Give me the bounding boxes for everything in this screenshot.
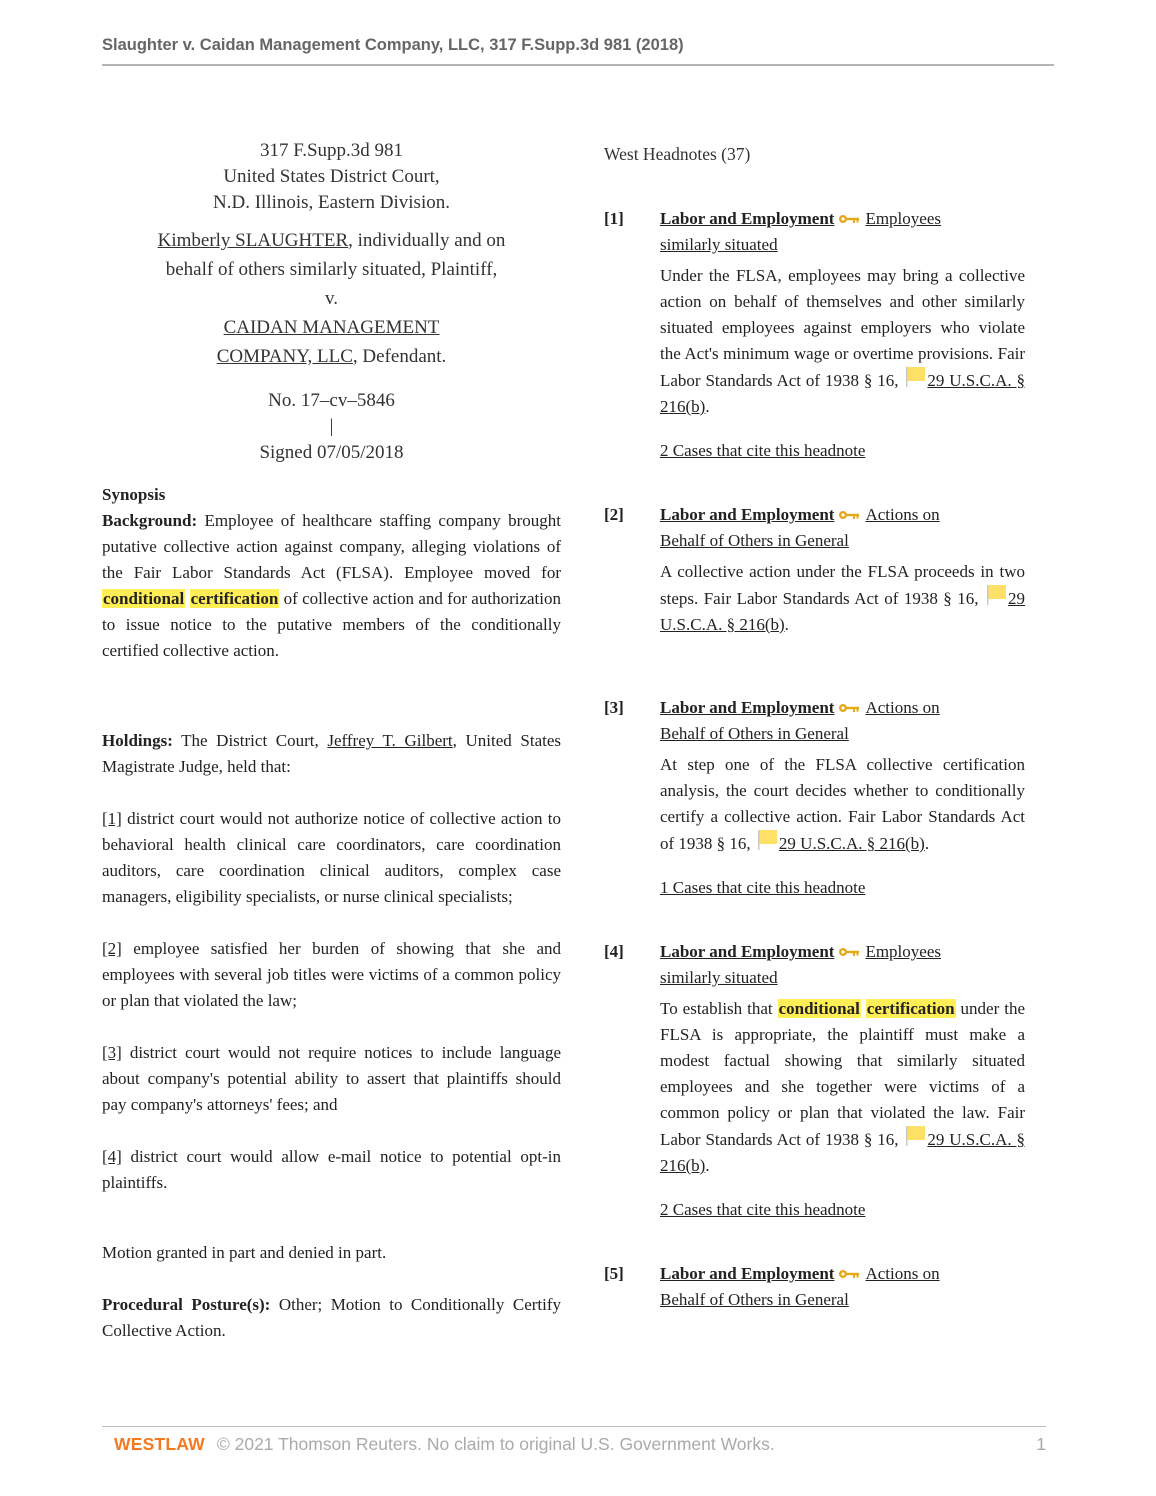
headnotes-count: West Headnotes (37): [604, 144, 751, 164]
headnote-text: Under the FLSA, employees may bring a collective action on behalf of themselves and other similarly situated employees against employers who violate the Act's minimum wage or overtime provisions. Fair Labor Standards Act of 1938 § 16, 29 U.S.C.A. § 216(b).: [660, 266, 1025, 416]
holding-item: [1] district court would not authorize notice of collective action to behavioral health clinical care coordinators, care coordination auditors, care coordination clinical auditors, complex case managers, eligibility specialists, or nurse clinical specialists;: [102, 809, 561, 906]
topic-link[interactable]: Labor and Employment: [660, 209, 835, 228]
defendant-role: , Defendant.: [352, 346, 447, 367]
subtopic-link[interactable]: Actions on: [865, 698, 940, 717]
topic-link[interactable]: Labor and Employment: [660, 1264, 835, 1283]
defendant-link[interactable]: CAIDAN MANAGEMENT: [223, 317, 440, 338]
subtopic-link-2[interactable]: similarly situated: [660, 235, 778, 254]
holding-ref-link[interactable]: [1]: [102, 809, 122, 828]
headnote-number: [3]: [604, 698, 624, 717]
defendant-link-2[interactable]: COMPANY, LLC: [216, 346, 353, 367]
statute-link[interactable]: 29 U.S.C.A. § 216(b): [778, 834, 925, 853]
background-label: Background:: [102, 511, 198, 530]
copyright-notice: © 2021 Thomson Reuters. No claim to original U.S. Government Works.: [216, 1434, 775, 1454]
court-division: N.D. Illinois, Eastern Division.: [213, 192, 450, 213]
yellow-flag-icon[interactable]: [757, 830, 779, 850]
plaintiff-link[interactable]: Kimberly SLAUGHTER: [157, 230, 349, 251]
headnote: [604, 695, 1025, 901]
synopsis-title: Synopsis: [102, 485, 166, 504]
topic-link[interactable]: Labor and Employment: [660, 505, 835, 524]
topic-link[interactable]: Labor and Employment: [660, 698, 835, 717]
page-number: 1: [1036, 1434, 1046, 1454]
headnote: [604, 502, 1025, 638]
key-number-icon: [838, 702, 860, 714]
running-title: Slaughter v. Caidan Management Company, LLC, 317 F.Supp.3d 981 (2018): [102, 36, 684, 54]
headnote: [604, 1261, 1025, 1313]
headnote-text: At step one of the FLSA collective certification analysis, the court decides whether to conditionally certify a collective action. Fair Labor Standards Act of 1938 § 16, 29 U.S.C.A. § 216(b).: [660, 755, 1025, 853]
background-paragraph: Background: Employee of healthcare staffing company brought putative collective action against company, alleging violations of the Fair Labor Standards Act (FLSA). Employee moved for conditional certification of collective action and for authorization to issue notice to the putative members of the conditionally certified collective action.: [102, 511, 561, 660]
judge-link[interactable]: Jeffrey T. Gilbert: [327, 731, 453, 750]
posture-label: Procedural Posture(s):: [102, 1295, 271, 1314]
docket-separator: |: [329, 416, 334, 437]
subtopic-link-2[interactable]: similarly situated: [660, 968, 778, 987]
page-footer: [114, 1434, 1046, 1455]
key-number-icon: [838, 213, 860, 225]
statute-link[interactable]: 29 U.S.C.A. § 216(b): [660, 589, 1025, 634]
search-highlight: certification: [190, 589, 279, 608]
reporter-citation: 317 F.Supp.3d 981: [259, 140, 404, 161]
citing-cases-link[interactable]: 2 Cases that cite this headnote: [660, 1200, 866, 1219]
docket-block: [102, 388, 561, 466]
case-column: [102, 138, 561, 1344]
yellow-flag-icon[interactable]: [986, 585, 1008, 605]
versus: v.: [324, 288, 339, 309]
holding-item: [3] district court would not require notices to include language about company's potential ability to assert that plaintiffs should pay company's attorneys' fees; and: [102, 1043, 561, 1114]
yellow-flag-icon[interactable]: [905, 1126, 927, 1146]
parties-block: [102, 226, 561, 371]
search-highlight: conditional: [103, 589, 185, 608]
key-number-icon: [838, 509, 860, 521]
subtopic-link[interactable]: Employees: [865, 942, 941, 961]
holding-ref-link[interactable]: [2]: [102, 939, 122, 958]
headnote: [604, 206, 1025, 464]
citing-cases-link[interactable]: 1 Cases that cite this headnote: [660, 878, 866, 897]
subtopic-link[interactable]: Employees: [865, 209, 941, 228]
docket-number: No. 17–cv–5846: [268, 390, 395, 411]
holding-ref-link[interactable]: [4]: [102, 1147, 122, 1166]
holding-ref-link[interactable]: [3]: [102, 1043, 122, 1062]
plaintiff-desc-2: behalf of others similarly situated, Plaintiff,: [165, 259, 498, 280]
search-highlight: certification: [866, 999, 955, 1018]
citing-cases-link[interactable]: 2 Cases that cite this headnote: [660, 441, 866, 460]
holdings-paragraph: Holdings: The District Court, Jeffrey T. Gilbert, United States Magistrate Judge, held that:: [102, 731, 561, 776]
headnote-number: [5]: [604, 1264, 624, 1283]
headnote-number: [4]: [604, 942, 624, 961]
header-divider: [102, 64, 1054, 66]
holdings-label: Holdings:: [102, 731, 173, 750]
headnotes-column: [604, 142, 1025, 1313]
search-highlight: conditional: [778, 999, 860, 1018]
footer-divider: [102, 1426, 1046, 1427]
subtopic-link-2[interactable]: Behalf of Others in General: [660, 724, 849, 743]
plaintiff-desc: , individually and on: [348, 230, 506, 251]
statute-link[interactable]: 29 U.S.C.A. § 216(b): [660, 1130, 1025, 1175]
court-name: United States District Court,: [223, 166, 440, 187]
subtopic-link[interactable]: Actions on: [865, 505, 940, 524]
subtopic-link-2[interactable]: Behalf of Others in General: [660, 1290, 849, 1309]
headnote-text: A collective action under the FLSA proceeds in two steps. Fair Labor Standards Act of 1938 § 16, 29 U.S.C.A. § 216(b).: [660, 562, 1025, 634]
headnote-number: [1]: [604, 209, 624, 228]
signed-date: Signed 07/05/2018: [259, 442, 404, 463]
headnote: [604, 939, 1025, 1223]
key-number-icon: [838, 1268, 860, 1280]
headnote-text: To establish that conditional certification under the FLSA is appropriate, the plaintiff must make a modest factual showing that similarly situated employees and she together were victims of a common policy or plan that violated the law. Fair Labor Standards Act of 1938 § 16, 29 U.S.C.A. § 216(b).: [660, 999, 1025, 1175]
westlaw-logo: WESTLAW: [114, 1434, 205, 1454]
subtopic-link[interactable]: Actions on: [865, 1264, 940, 1283]
disposition: Motion granted in part and denied in part.: [102, 1243, 387, 1262]
headnote-number: [2]: [604, 505, 624, 524]
holding-item: [4] district court would allow e-mail notice to potential opt-in plaintiffs.: [102, 1147, 561, 1192]
holding-item: [2] employee satisfied her burden of showing that she and employees with several job titles were victims of a common policy or plan that violated the law;: [102, 939, 561, 1010]
topic-link[interactable]: Labor and Employment: [660, 942, 835, 961]
statute-link[interactable]: 29 U.S.C.A. § 216(b): [660, 371, 1025, 416]
subtopic-link-2[interactable]: Behalf of Others in General: [660, 531, 849, 550]
citation-block: [102, 138, 561, 216]
key-number-icon: [838, 946, 860, 958]
yellow-flag-icon[interactable]: [905, 367, 927, 387]
procedural-posture: Procedural Posture(s): Other; Motion to Conditionally Certify Collective Action.: [102, 1295, 562, 1340]
